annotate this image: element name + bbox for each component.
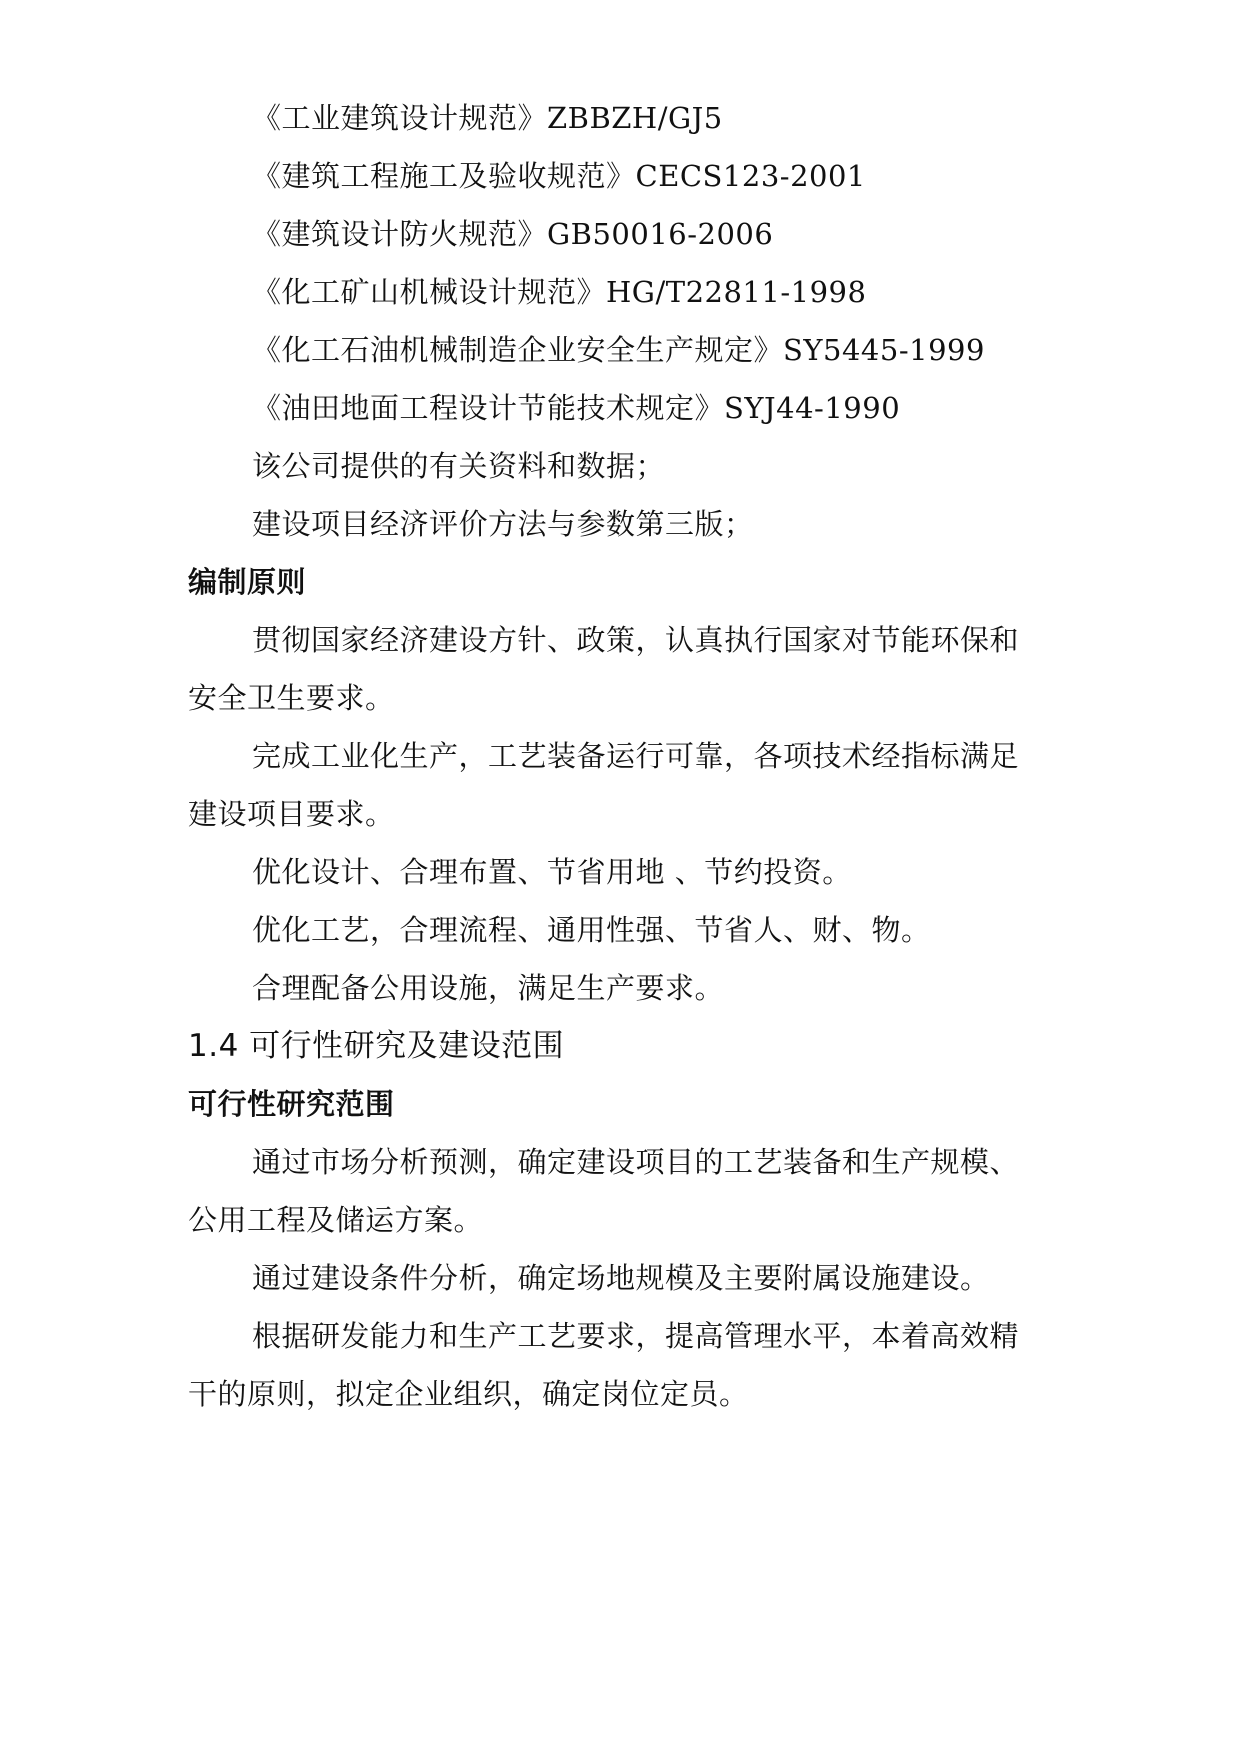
paragraph-line: 根据研发能力和生产工艺要求，提高管理水平，本着高效精 [252, 1319, 1020, 1353]
reference-line: 《建筑设计防火规范》GB50016-2006 [252, 217, 774, 251]
reference-line: 《油田地面工程设计节能技术规定》SYJ44-1990 [252, 391, 901, 425]
scope-heading: 可行性研究范围 [188, 1087, 395, 1121]
reference-line: 该公司提供的有关资料和数据； [252, 449, 666, 483]
paragraph-line: 干的原则，拟定企业组织，确定岗位定员。 [188, 1377, 749, 1411]
principles-heading: 编制原则 [188, 565, 307, 599]
paragraph-line: 建设项目要求。 [188, 797, 395, 831]
section-title: 1.4 可行性研究及建设范围 [188, 1028, 565, 1064]
reference-line: 《建筑工程施工及验收规范》CECS123-2001 [252, 159, 866, 193]
paragraph-line: 优化设计、合理布置、节省用地 、节约投资。 [252, 855, 852, 889]
paragraph-line: 公用工程及储运方案。 [188, 1203, 484, 1237]
reference-line: 建设项目经济评价方法与参数第三版； [252, 507, 754, 541]
paragraph-line: 通过建设条件分析，确定场地规模及主要附属设施建设。 [252, 1261, 990, 1295]
paragraph-line: 安全卫生要求。 [188, 681, 395, 715]
reference-line: 《工业建筑设计规范》ZBBZH/GJ5 [252, 101, 723, 135]
paragraph-line: 合理配备公用设施，满足生产要求。 [252, 971, 725, 1005]
reference-line: 《化工矿山机械设计规范》HG/T22811-1998 [252, 275, 867, 309]
paragraph-line: 贯彻国家经济建设方针、政策，认真执行国家对节能环保和 [252, 623, 1020, 657]
paragraph-line: 完成工业化生产，工艺装备运行可靠，各项技术经指标满足 [252, 739, 1020, 773]
reference-line: 《化工石油机械制造企业安全生产规定》SY5445-1999 [252, 333, 985, 367]
paragraph-line: 通过市场分析预测，确定建设项目的工艺装备和生产规模、 [252, 1145, 1020, 1179]
paragraph-line: 优化工艺，合理流程、通用性强、节省人、财、物。 [252, 913, 931, 947]
